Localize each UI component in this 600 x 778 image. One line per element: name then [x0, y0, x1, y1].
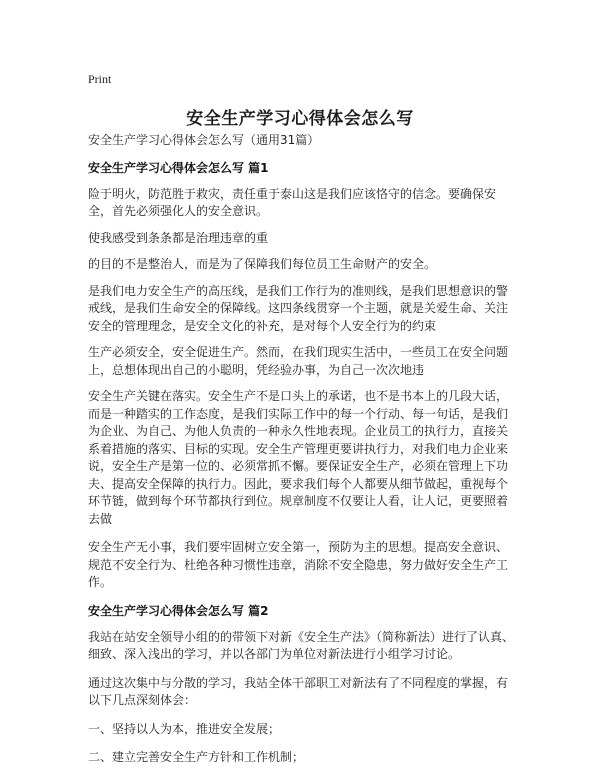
- paragraph: 通过这次集中与分散的学习，我站全体干部职工对新法有了不同程度的掌握，有以下几点深刻体会：: [88, 675, 509, 707]
- paragraph: 安全生产关键在落实。安全生产不是口头上的承诺，也不是书本上的几段大话，而是一种踏实的工作态度，是我们实际工作中的每一个行动、每一句话，是我们为企业、为自己、为他人负责的一种永久性地表现。企业员工的执行力，直接关系着措施的落实、目标的实现。安全生产管理更要讲执行力，对我们电力企业来说，安全生产是第一位的、必须常抓不懈。要保证安全生产，必须在管理上下功夫、提高安全保障的执行力。因此，要求我们每个人都要从细节做起，重视每个环节链，做到每个环节都执行到位。规章制度不仅要让人看，让人记，更要照着去做: [88, 389, 509, 526]
- paragraph: 一、坚持以人为本，推进安全发展；: [88, 721, 281, 736]
- paragraph: 是我们电力安全生产的高压线，是我们工作行为的准则线，是我们思想意识的警戒线，是我们生命安全的保障线。这四条线贯穿一个主题，就是关爱生命、关注安全的管理理念，是安全文化的补充，是对每个人安全行为的约束: [88, 283, 509, 333]
- paragraph: 安全生产无小事，我们要牢固树立安全第一，预防为主的思想。提高安全意识、规范不安全行为、杜绝各种习惯性违章，消除不安全隐患，努力做好安全生产工作。: [88, 540, 509, 589]
- document-subtitle: 安全生产学习心得体会怎么写（通用31篇）: [88, 133, 320, 147]
- paragraph: 生产必须安全，安全促进生产。然而，在我们现实生活中，一些员工在安全问题上，总想体现出自己的小聪明，凭经验办事，为自己一次次地违: [88, 345, 509, 377]
- paragraph: 二、建立完善安全生产方针和工作机制；: [88, 750, 305, 764]
- section-heading: 安全生产学习心得体会怎么写 篇2: [88, 603, 269, 618]
- paragraph: 险于明火，防范胜于救灾，责任重于泰山这是我们应该恪守的信念。要确保安全，首先必须强化人的安全意识。: [88, 186, 497, 218]
- print-label[interactable]: Print: [88, 72, 112, 86]
- paragraph: 我站在站安全领导小组的的带领下对新《安全生产法》（简称新法）进行了认真、细致、深入浅出的学习，并以各部门为单位对新法进行小组学习讨论。: [88, 629, 515, 661]
- paragraph: 的目的不是整治人，而是为了保障我们每位员工生命财产的安全。: [88, 257, 437, 271]
- page-title: 安全生产学习心得体会怎么写: [186, 109, 414, 129]
- document-body: [88, 132, 518, 778]
- section-heading: 安全生产学习心得体会怎么写 篇1: [88, 160, 269, 175]
- paragraph: 使我感受到条条都是治理违章的重: [88, 230, 269, 245]
